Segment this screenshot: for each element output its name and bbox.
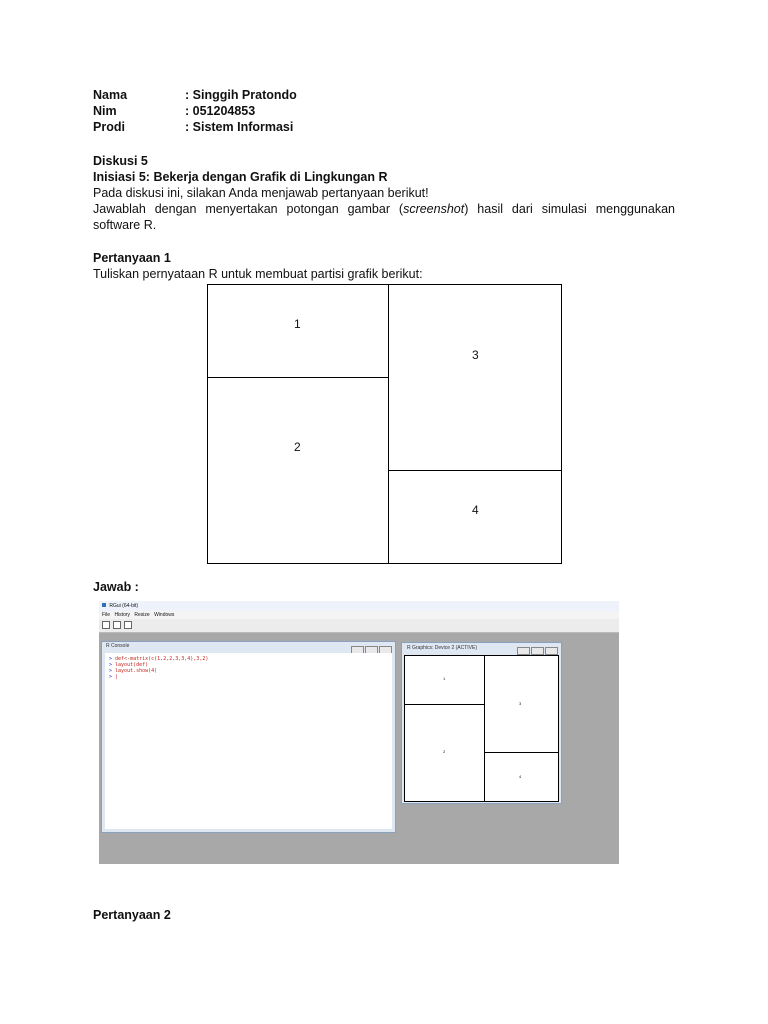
minimize-icon[interactable] bbox=[517, 647, 530, 655]
question1-text: Tuliskan pernyataan R untuk membuat partisi grafik berikut: bbox=[93, 267, 423, 281]
app-titlebar bbox=[99, 601, 619, 611]
layout-cell-1 bbox=[208, 285, 389, 378]
name-label: Nama bbox=[93, 88, 128, 102]
layout-cell-label: 2 bbox=[294, 440, 301, 454]
r-console-window bbox=[101, 641, 396, 833]
discussion-intro: Pada diskusi ini, silakan Anda menjawab pertanyaan berikut! bbox=[93, 186, 429, 200]
graphics-canvas bbox=[404, 655, 559, 802]
layout-diagram bbox=[207, 284, 562, 564]
layout-cell-label: 1 bbox=[294, 317, 301, 331]
nim-label: Nim bbox=[93, 104, 117, 118]
code-line: > layout(def) bbox=[109, 662, 149, 668]
rgui-screenshot bbox=[99, 601, 619, 864]
question2-title: Pertanyaan 2 bbox=[93, 908, 171, 922]
print-icon[interactable] bbox=[113, 621, 121, 629]
graphics-cell-2 bbox=[405, 704, 485, 801]
instruction-post: ) hasil dari simulasi menggunakan bbox=[464, 202, 675, 216]
menu-file[interactable]: File bbox=[102, 612, 111, 618]
question1-title: Pertanyaan 1 bbox=[93, 251, 171, 265]
menu-resize[interactable]: Resize bbox=[134, 612, 150, 618]
r-logo-icon bbox=[102, 603, 106, 607]
instruction-emphasis: screenshot bbox=[403, 202, 465, 216]
prodi-value: : Sistem Informasi bbox=[185, 120, 294, 134]
discussion-instruction bbox=[93, 201, 675, 217]
graphics-cell-label: 3 bbox=[519, 701, 522, 706]
graphics-cell-3 bbox=[484, 656, 558, 753]
layout-cell-label: 3 bbox=[472, 348, 479, 362]
graphics-title: R Graphics: Device 2 (ACTIVE) bbox=[407, 645, 478, 651]
console-title: R Console bbox=[106, 643, 130, 649]
app-title: RGui (64-bit) bbox=[109, 603, 139, 609]
instruction-pre: Jawablah dengan menyertakan potongan gambar ( bbox=[93, 202, 404, 216]
code-line: > | bbox=[109, 674, 119, 680]
menu-bar bbox=[99, 611, 619, 619]
discussion-subtitle: Inisiasi 5: Bekerja dengan Grafik di Lingkungan R bbox=[93, 170, 388, 184]
graphics-cell-label: 4 bbox=[519, 774, 522, 779]
graphics-cell-1 bbox=[405, 656, 485, 705]
code-line: > layout.show(4) bbox=[109, 668, 158, 674]
discussion-title: Diskusi 5 bbox=[93, 154, 148, 168]
graphics-cell-label: 1 bbox=[443, 676, 446, 681]
code-line: > def<-matrix(c(1,2,2,3,3,4),3,2) bbox=[109, 656, 209, 662]
graphics-cell-4 bbox=[484, 752, 558, 801]
console-body[interactable] bbox=[105, 653, 392, 829]
prodi-label: Prodi bbox=[93, 120, 125, 134]
answer-label: Jawab : bbox=[93, 580, 139, 594]
save-icon[interactable] bbox=[102, 621, 110, 629]
discussion-instruction-line2: software R. bbox=[93, 218, 157, 232]
r-graphics-window bbox=[401, 642, 562, 804]
close-icon[interactable] bbox=[545, 647, 558, 655]
graphics-cell-label: 2 bbox=[443, 749, 446, 754]
menu-windows[interactable]: Windows bbox=[154, 612, 175, 618]
maximize-icon[interactable] bbox=[531, 647, 544, 655]
layout-cell-4 bbox=[388, 470, 561, 563]
toolbar bbox=[99, 619, 619, 633]
name-value: : Singgih Pratondo bbox=[185, 88, 297, 102]
layout-cell-label: 4 bbox=[472, 503, 479, 517]
menu-history[interactable]: History bbox=[114, 612, 131, 618]
copy-icon[interactable] bbox=[124, 621, 132, 629]
nim-value: : 051204853 bbox=[185, 104, 256, 118]
layout-cell-2 bbox=[208, 377, 389, 563]
layout-cell-3 bbox=[388, 285, 561, 471]
